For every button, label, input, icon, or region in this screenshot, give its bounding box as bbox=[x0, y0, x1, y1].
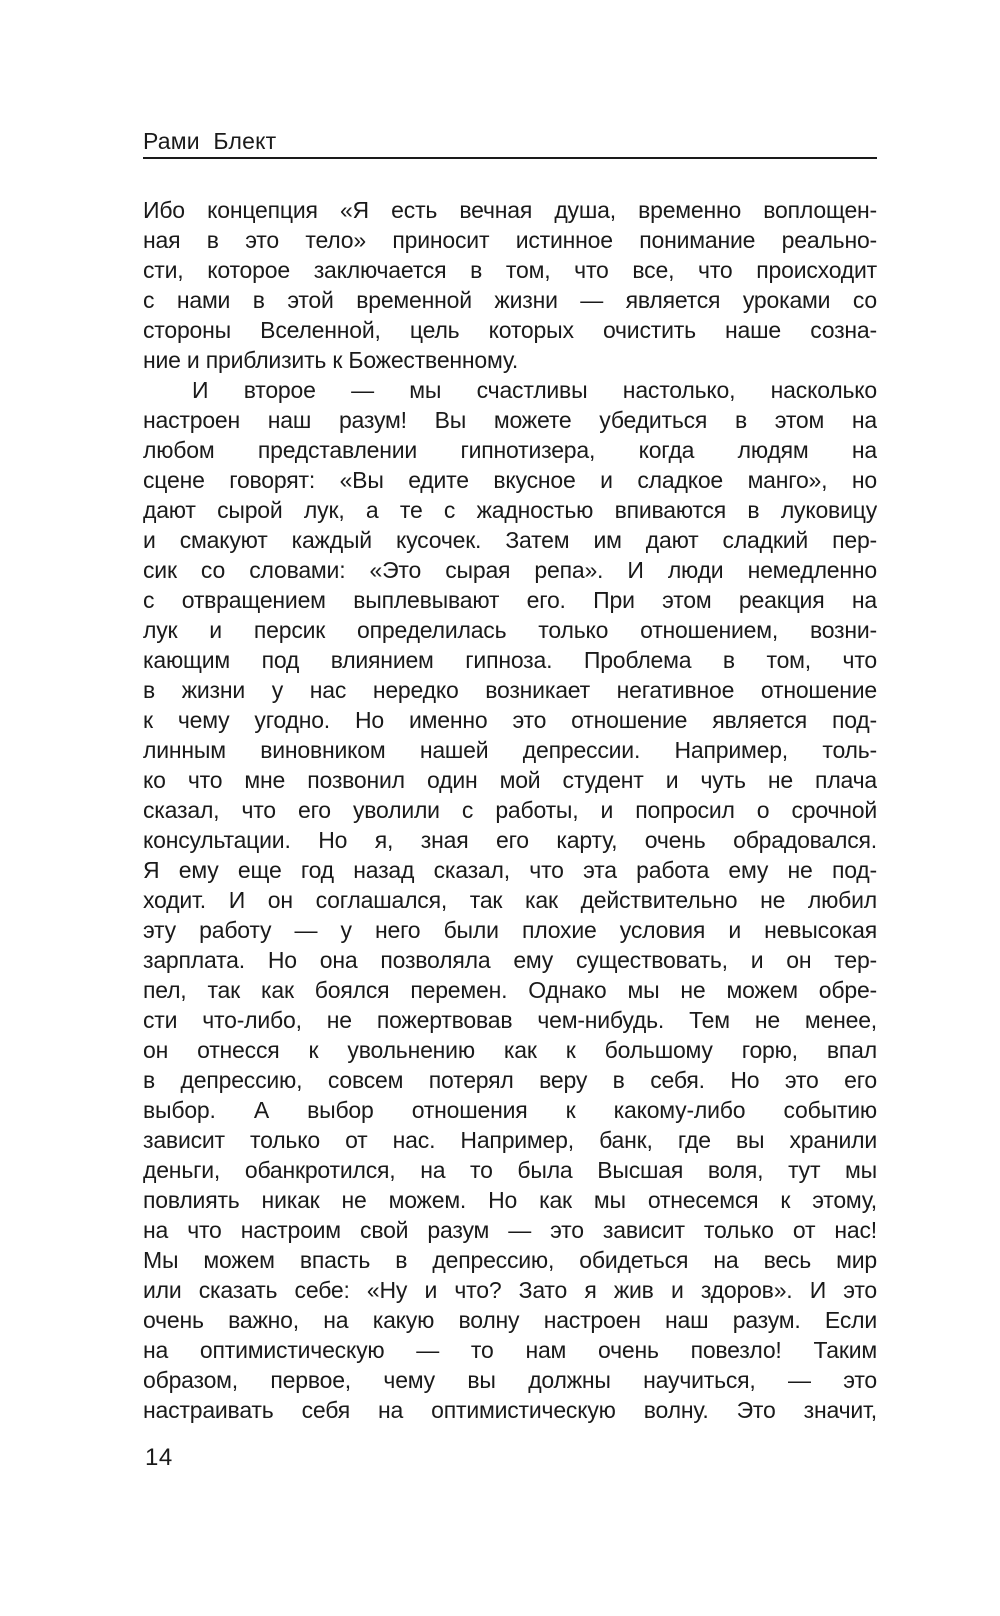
text-line: в депрессию, совсем потерял веру в себя. Но это его bbox=[143, 1067, 877, 1093]
text-line: ходит. И он соглашался, так как действительно не любил bbox=[143, 887, 877, 913]
text-line: с отвращением выплевывают его. При этом реакция на bbox=[143, 587, 877, 613]
running-header bbox=[143, 128, 877, 159]
body-text bbox=[143, 195, 877, 1425]
text-line: Мы можем впасть в депрессию, обидеться на весь мир bbox=[143, 1247, 877, 1273]
text-line: на что настроим свой разум — это зависит только от нас! bbox=[143, 1217, 877, 1243]
text-line: стороны Вселенной, цель которых очистить наше созна- bbox=[143, 317, 877, 343]
text-line: и смакуют каждый кусочек. Затем им дают сладкий пер- bbox=[143, 527, 877, 553]
text-line: к чему угодно. Но именно это отношение является под- bbox=[143, 707, 877, 733]
text-line: пел, так как боялся перемен. Однако мы не можем обре- bbox=[143, 977, 877, 1003]
text-line: любом представлении гипнотизера, когда людям на bbox=[143, 437, 877, 463]
text-line: с нами в этой временной жизни — является уроками со bbox=[143, 287, 877, 313]
text-line: ная в это тело» приносит истинное понимание реально- bbox=[143, 227, 877, 253]
text-line: Ибо концепция «Я есть вечная душа, временно воплощен- bbox=[143, 197, 877, 223]
text-line: настроен наш разум! Вы можете убедиться в этом на bbox=[143, 407, 877, 433]
text-line: консультации. Но я, зная его карту, очень обрадовался. bbox=[143, 827, 877, 853]
text-line: дают сырой лук, а те с жадностью впиваются в луковицу bbox=[143, 497, 877, 523]
author-name: Рами Блект bbox=[143, 128, 277, 154]
text-line: сцене говорят: «Вы едите вкусное и сладкое манго», но bbox=[143, 467, 877, 493]
text-line: он отнесся к увольнению как к большому горю, впал bbox=[143, 1037, 877, 1063]
text-line: зарплата. Но она позволяла ему существовать, и он тер- bbox=[143, 947, 877, 973]
text-line: кающим под влиянием гипноза. Проблема в том, что bbox=[143, 647, 877, 673]
text-line: сказал, что его уволили с работы, и попросил о срочной bbox=[143, 797, 877, 823]
text-line: ние и приблизить к Божественному. bbox=[143, 347, 519, 373]
text-line: сти, которое заключается в том, что все, что происходит bbox=[143, 257, 877, 283]
text-line: образом, первое, чему вы должны научиться, — это bbox=[143, 1367, 877, 1393]
text-line: сти что-либо, не пожертвовав чем-нибудь. Тем не менее, bbox=[143, 1007, 877, 1033]
text-line: на оптимистическую — то нам очень повезло! Таким bbox=[143, 1337, 877, 1363]
text-line: сик со словами: «Это сырая репа». И люди немедленно bbox=[143, 557, 877, 583]
text-line: очень важно, на какую волну настроен наш разум. Если bbox=[143, 1307, 877, 1333]
text-line: настраивать себя на оптимистическую волну. Это значит, bbox=[143, 1397, 877, 1423]
text-line: линным виновником нашей депрессии. Например, толь- bbox=[143, 737, 877, 763]
text-line: или сказать себе: «Ну и что? Зато я жив и здоров». И это bbox=[143, 1277, 877, 1303]
text-line: в жизни у нас нередко возникает негативное отношение bbox=[143, 677, 877, 703]
text-line: Я ему еще год назад сказал, что эта работа ему не под- bbox=[143, 857, 877, 883]
text-line: лук и персик определилась только отношением, возни- bbox=[143, 617, 877, 643]
page-number: 14 bbox=[145, 1444, 173, 1471]
text-line: И второе — мы счастливы настолько, насколько bbox=[192, 377, 877, 403]
text-line: зависит только от нас. Например, банк, где вы хранили bbox=[143, 1127, 877, 1153]
text-line: ко что мне позвонил один мой студент и чуть не плача bbox=[143, 767, 877, 793]
text-line: деньги, обанкротился, на то была Высшая воля, тут мы bbox=[143, 1157, 877, 1183]
text-line: повлиять никак не можем. Но как мы отнесемся к этому, bbox=[143, 1187, 877, 1213]
text-line: эту работу — у него были плохие условия и невысокая bbox=[143, 917, 877, 943]
text-line: выбор. А выбор отношения к какому-либо событию bbox=[143, 1097, 877, 1123]
